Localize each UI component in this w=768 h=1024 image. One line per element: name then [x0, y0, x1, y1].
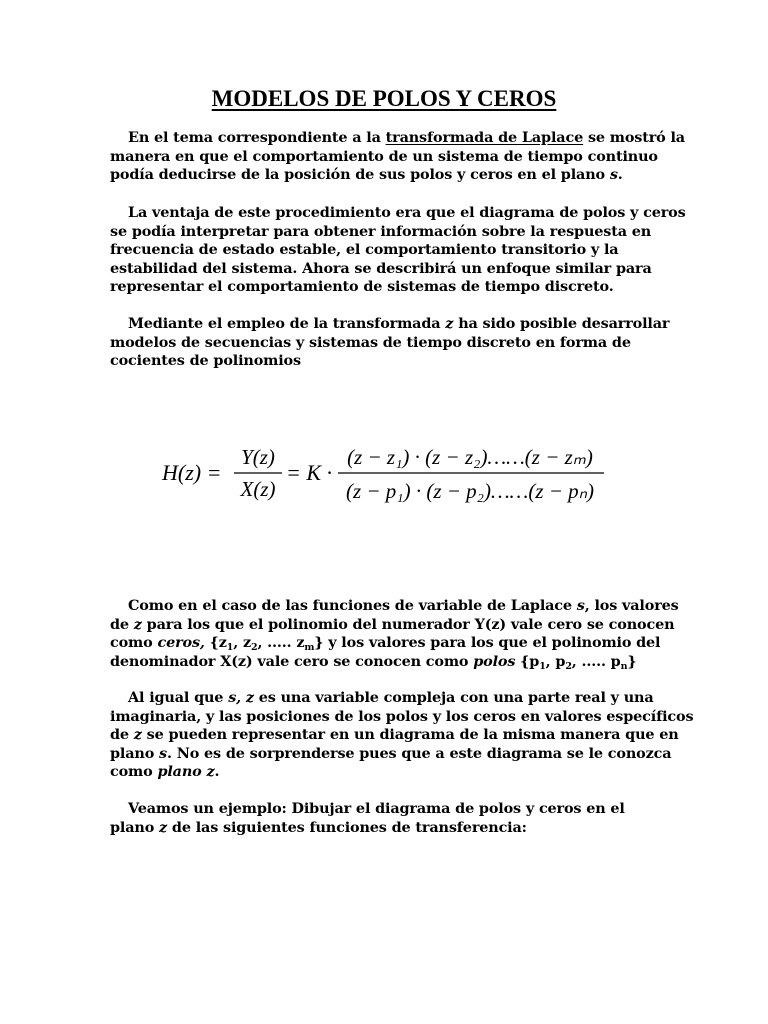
paragraph-example: Veamos un ejemplo: Dibujar el diagrama de polos y ceros en el plano z de las siguientes funciones de transferencia:	[110, 800, 625, 836]
formula-svg	[150, 430, 620, 520]
transfer-function-formula	[150, 430, 620, 520]
paragraph-zeros-poles: Como en el caso de las funciones de variable de Laplace s, los valores de z para los que el polinomio del numerador Y(z) vale cero se conocen como ceros, {$z_1$, $z_2$, ..... $z_m$} y los valores para los que el polinomio del denominador X(z) vale cero se conocen como polos {$p_1$, $p_2$, ..... $p_n$}	[110, 597, 679, 672]
formula-numerator: (z − z₁) · (z − z₂)……(z − zₘ)	[347, 445, 593, 469]
formula-denominator: (z − p₁) · (z − p₂)……(z − pₙ)	[345, 479, 595, 503]
formula-x: X(z)	[240, 477, 276, 501]
page-title: MODELOS DE POLOS Y CEROS	[211, 86, 557, 111]
paragraph-intro: En el tema correspondiente a la transformada de Laplace se mostró la manera en que el comportamiento de un sistema de tiempo continuo podía deducirse de la posición de sus polos y ceros en el plano s.	[110, 129, 685, 183]
paragraph-advantage: La ventaja de este procedimiento era que el diagrama de polos y ceros se podía interpretar para obtener información sobre la respuesta en frecuencia de estado estable, el comportamiento transitorio y la estabilidad del sistema. Ahora se describirá un enfoque similar para representar el comportamiento de sistemas de tiempo discreto.	[110, 204, 686, 295]
formula-lhs: H(z) =	[162, 460, 222, 485]
paragraph-z-transform: Mediante el empleo de la transformada z ha sido posible desarrollar modelos de secuencias y sistemas de tiempo discreto en forma de cocientes de polinomios	[110, 315, 670, 369]
laplace-link[interactable]: transformada de Laplace	[385, 129, 584, 146]
formula-y: Y(z)	[241, 445, 275, 469]
formula-k: = K ·	[286, 460, 333, 485]
paragraph-complex-variable: Al igual que s, z es una variable compleja con una parte real y una imaginaria, y las posiciones de los polos y los ceros en valores específicos de z se pueden representar en un diagrama de la misma manera que en plano s. No es de sorprenderse pues que a este diagrama se le conozca como plano z.	[110, 689, 694, 780]
